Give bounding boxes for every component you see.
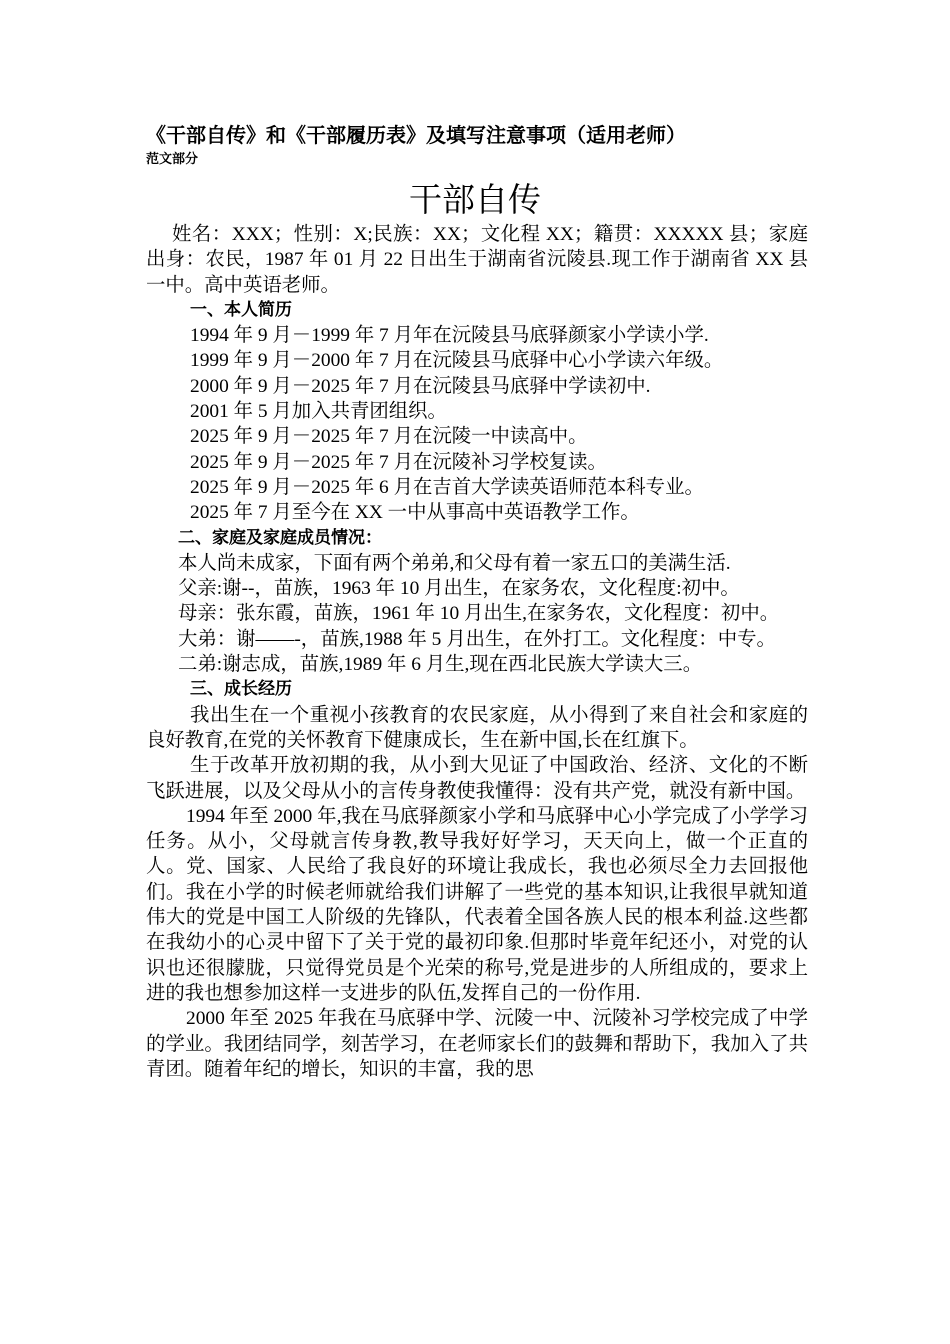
- growth-paragraph: 2000 年至 2025 年我在马底驿中学、沅陵一中、沅陵补习学校完成了中学的学业。我团结同学，刻苦学习，在老师家长们的鼓舞和帮助下，我加入了共青团。随着年纪的增长，知识的丰富，我的思: [146, 1008, 808, 1080]
- resume-item: 2001 年 5 月加入共青团组织。: [190, 401, 447, 423]
- growth-paragraph: 1994 年至 2000 年,我在马底驿颜家小学和马底驿中心小学完成了小学学习任务。从小，父母就言传身教,教导我好好学习，天天向上，做一个正直的人。党、国家、人民给了我良好的环境让我成长，我也必须尽全力去回报他们。我在小学的时候老师就给我们讲解了一些党的基本知识,让我很早就知道伟大的党是中国工人阶级的先锋队，代表着全国各族人民的根本利益.这些都在我幼小的心灵中留下了关于党的最初印象.但那时毕竟年纪还小，对党的认识也还很朦胧，只觉得党员是个光荣的称号,党是进步的人所组成的，要求上进的我也想参加这样一支进步的队伍,发挥自己的一份作用.: [146, 805, 808, 1004]
- resume-item: 2025 年 7 月至今在 XX 一中从事高中英语教学工作。: [190, 502, 640, 524]
- resume-item: 2025 年 9 月－2025 年 6 月在吉首大学读英语师范本科专业。: [190, 476, 704, 498]
- resume-item: 2025 年 9 月－2025 年 7 月在沅陵一中读高中。: [190, 426, 588, 448]
- family-member: 二弟:谢志成，苗族,1989 年 6 月生,现在西北民族大学读大三。: [178, 654, 703, 676]
- resume-item: 1999 年 9 月－2000 年 7 月在沅陵县马底驿中心小学读六年级。: [190, 350, 724, 372]
- section-heading-growth: 三、成长经历: [190, 679, 292, 700]
- section-heading-family: 二、家庭及家庭成员情况：: [178, 527, 382, 548]
- growth-paragraph: 我出生在一个重视小孩教育的农民家庭，从小得到了来自社会和家庭的良好教育,在党的关怀教育下健康成长，生在新中国,长在红旗下。: [146, 704, 808, 751]
- growth-paragraph: 生于改革开放初期的我，从小到大见证了中国政治、经济、文化的不断飞跃进展，以及父母从小的言传身教使我懂得：没有共产党，就没有新中国。: [146, 755, 808, 802]
- personal-info-paragraph: 姓名：XXX；性别：X;民族：XX；文化程 XX；籍贯：XXXXX 县；家庭出身：农民，1987 年 01 月 22 日出生于湖南省沅陵县.现工作于湖南省 XX 县一中。高中英语老师。: [146, 224, 808, 296]
- resume-item: 1994 年 9 月－1999 年 7 月年在沅陵县马底驿颜家小学读小学.: [190, 325, 709, 347]
- document-body: [146, 222, 808, 1082]
- family-intro-paragraph: 本人尚未成家，下面有两个弟弟,和父母有着一家五口的美满生活.: [178, 552, 731, 574]
- family-member: 父亲:谢--，苗族，1963 年 10 月出生，在家务农，文化程度:初中。: [178, 578, 740, 600]
- main-title: 干部自传: [409, 180, 541, 219]
- document-title: 《干部自传》和《干部履历表》及填写注意事项（适用老师）: [146, 123, 686, 147]
- family-member: 母亲：张东霞，苗族，1961 年 10 月出生,在家务农，文化程度：初中。: [178, 603, 780, 625]
- section-label: 范文部分: [146, 152, 199, 167]
- family-member: 大弟：谢——-，苗族,1988 年 5 月出生，在外打工。文化程度：中专。: [178, 628, 776, 650]
- resume-item: 2025 年 9 月－2025 年 7 月在沅陵补习学校复读。: [190, 451, 607, 473]
- section-heading-resume: 一、本人简历: [190, 299, 292, 320]
- resume-item: 2000 年 9 月－2025 年 7 月在沅陵县马底驿中学读初中.: [190, 375, 651, 397]
